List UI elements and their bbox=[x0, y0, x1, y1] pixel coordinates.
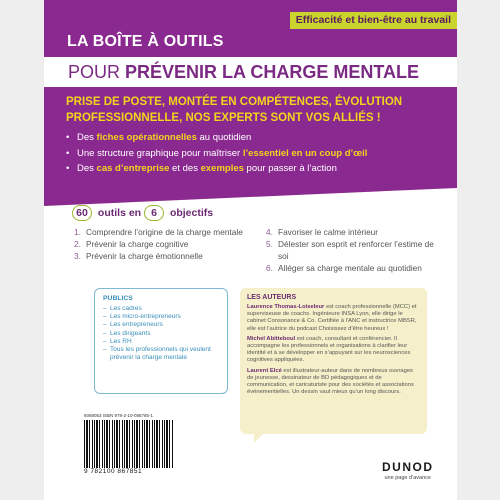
publisher-name: DUNOD bbox=[382, 460, 434, 474]
objective-item: 4. Favoriser le calme intérieur bbox=[266, 227, 379, 237]
title-bar bbox=[44, 57, 457, 87]
barcode-number: 9 782100 867851 bbox=[84, 468, 143, 475]
authors-title: LES AUTEURS bbox=[247, 294, 297, 301]
objective-item: 3. Prévenir la charge émotionnelle bbox=[74, 251, 203, 261]
book-title bbox=[68, 62, 419, 83]
objectives-text: objectifs bbox=[169, 207, 214, 219]
promo-headline: PRISE DE POSTE, MONTÉE EN COMPÉTENCES, ÉVOLUTION PROFESSIONNELLE, NOS EXPERTS SONT VOS ALLIÉS ! bbox=[66, 96, 403, 124]
authors-box bbox=[240, 288, 427, 434]
isbn-barcode bbox=[84, 413, 180, 481]
barcode-icon bbox=[84, 420, 174, 468]
objectives-column-left bbox=[74, 226, 249, 262]
tools-count-badge: 60 bbox=[72, 205, 92, 221]
objective-item: 1. Comprendre l’origine de la charge mentale bbox=[74, 227, 243, 237]
promo-panel-slant bbox=[44, 188, 457, 206]
objective-item: 2. Prévenir la charge cognitive bbox=[74, 239, 189, 249]
promo-bullet-2: • Une structure graphique pour maîtriser l’essentiel en un coup d’œil bbox=[66, 146, 446, 162]
title-strong: PRÉVENIR LA CHARGE MENTALE bbox=[125, 62, 420, 82]
objectives-column-right bbox=[266, 226, 446, 274]
publisher-tagline: une page d’avance bbox=[384, 475, 431, 481]
objectives-heading bbox=[72, 205, 213, 221]
author-bio: Laurence Thomas-Loiseleur est coach professionnelle (MCC) et superviseuse de coachs. Ingénieure INSA Lyon, elle dirige le cabinet Consonance & Co. Certifiée à l’ANC et instructrice MBSR, elle est l’autrice du podcast Choisissez d’être heureux ! bbox=[247, 304, 417, 332]
author-bio: Michel Abitteboul est coach, consultant et conférencier. Il accompagne les professionnels et organisations à clarifier leur identité et à se développer en s’appuyant sur les neurosciences cognitives appliquées. bbox=[247, 335, 411, 364]
promo-bullets bbox=[66, 130, 446, 177]
publics-item: – Les entrepreneurs bbox=[103, 321, 163, 329]
objective-item: 5. Délester son esprit et renforcer l’estime de soi bbox=[266, 239, 434, 261]
publisher-logo bbox=[382, 460, 434, 481]
promo-bullet-1: • Des fiches opérationnelles au quotidien bbox=[66, 130, 446, 146]
publics-box bbox=[94, 288, 228, 394]
bullet-icon: • bbox=[66, 163, 70, 174]
series-title: LA BOÎTE À OUTILS bbox=[67, 33, 224, 50]
publics-item: – Les RH bbox=[103, 337, 132, 345]
bullet-icon: • bbox=[66, 132, 70, 143]
publics-item: – Les cadres bbox=[103, 305, 142, 312]
publics-item: – Les micro-entrepreneurs bbox=[103, 313, 181, 321]
speech-bubble-tail bbox=[254, 433, 264, 443]
promo-panel bbox=[44, 87, 457, 188]
series-tag: Efficacité et bien-être au travail bbox=[290, 12, 457, 29]
bullet-icon: • bbox=[66, 147, 70, 159]
publics-item: – Les dirigeants bbox=[103, 329, 151, 337]
objectives-count-badge: 6 bbox=[144, 205, 164, 221]
promo-bullet-3: • Des cas d’entreprise et des exemples pour passer à l’action bbox=[66, 161, 446, 177]
author-bio: Laurent Elcé est illustrateur-auteur dans de nombreux ouvrages de jeunesse, dessinateur de BD pédagogiques et de communication, et caricaturiste pour des sociétés et associations événementielles. Un dessin vaut mieux qu’un long discours. bbox=[247, 367, 414, 396]
objective-item: 6. Alléger sa charge mentale au quotidien bbox=[266, 263, 422, 273]
tools-text: outils en bbox=[97, 207, 142, 219]
book-back-cover bbox=[44, 0, 457, 500]
publics-title: PUBLICS bbox=[103, 295, 133, 302]
title-prefix: POUR bbox=[68, 62, 126, 82]
publics-item: – Tous les professionnels qui veulent prévenir la charge mentale bbox=[103, 346, 211, 362]
barcode-header: 6068053 ISBN 978-2-10-086785-1 bbox=[84, 413, 154, 418]
